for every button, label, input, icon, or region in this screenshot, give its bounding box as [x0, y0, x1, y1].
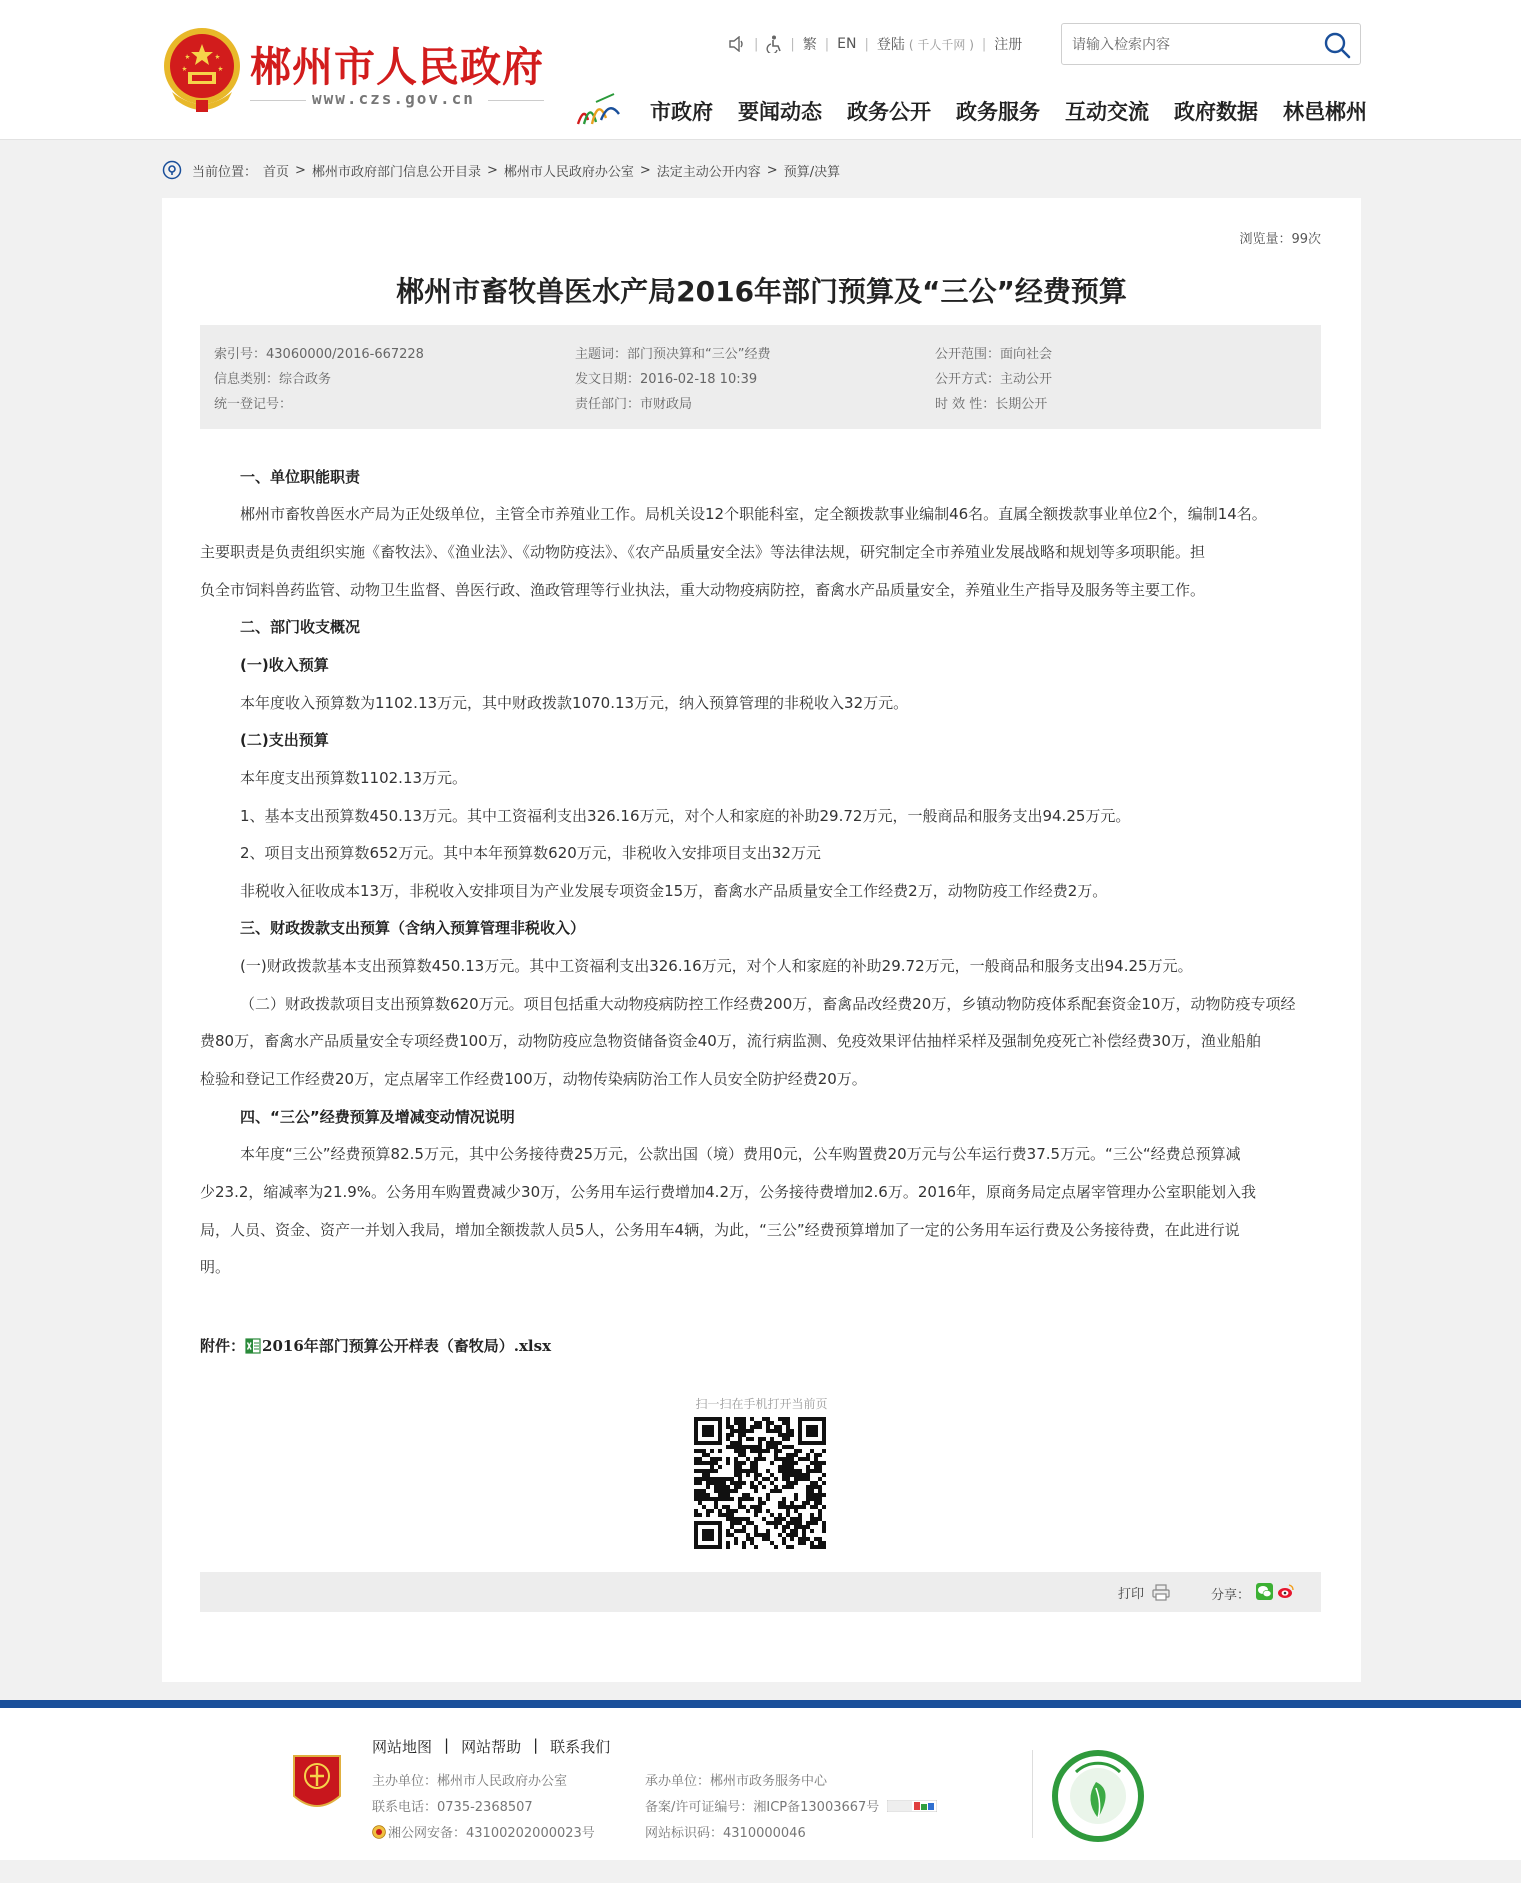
meta-department: 责任部门：市财政局 — [575, 397, 693, 412]
article-title: 郴州市畜牧兽医水产局2016年部门预算及“三公”经费预算 — [396, 275, 1127, 308]
qr-code — [694, 1417, 826, 1549]
breadcrumb-home[interactable]: 首页 — [263, 164, 290, 180]
search-box — [1061, 23, 1361, 65]
section-heading: 三、财政拨款支出预算（含纳入预算管理非税收入） — [240, 919, 586, 937]
nav-item-interaction[interactable]: 互动交流 — [1065, 100, 1149, 124]
footer-bottom-strip — [0, 1860, 1521, 1883]
subsection-heading: (一)收入预算 — [240, 656, 329, 674]
paragraph-line: 负全市饲料兽药监管、动物卫生监督、兽医行政、渔政管理等行业执法，重大动物疫病防控，畜禽水产品质量安全，养殖业生产指导及服务等主要工作。 — [200, 581, 1206, 599]
civilized-website-seal[interactable] — [1050, 1748, 1146, 1844]
breadcrumb-budget[interactable]: 预算/决算 — [783, 164, 841, 180]
location-pin-icon — [162, 160, 182, 180]
attachment-row — [200, 1335, 551, 1356]
breadcrumb-separator: > — [486, 162, 498, 178]
city-logo-icon[interactable] — [574, 90, 626, 130]
meta-category: 信息类别：综合政务 — [214, 372, 332, 387]
nav-item-government-affairs[interactable]: 政务公开 — [847, 100, 931, 124]
paragraph-line: 局，人员、资金、资产一并划入我局，增加全额拨款人员5人，公务用车4辆，为此，“三公”经费预算增加了一定的公务用车运行费及公务接待费，在此进行说 — [200, 1221, 1240, 1239]
footer-sponsor: 主办单位：郴州市人民政府办公室 — [372, 1774, 568, 1789]
meta-index-no: 索引号：43060000/2016-667228 — [214, 347, 424, 362]
subsection-heading: (二)支出预算 — [240, 731, 329, 749]
separator: | — [790, 36, 795, 52]
article-card — [162, 198, 1361, 1682]
section-heading: 二、部门收支概况 — [240, 618, 361, 636]
login-label: 登陆 — [876, 37, 905, 53]
footer-police-record: 湘公网安备：43100202000023号 — [388, 1826, 595, 1841]
paragraph-line: 非税收入征收成本13万，非税收入安排项目为产业发展专项资金15万，畜禽水产品质量安全工作经费2万，动物防疫工作经费2万。 — [240, 882, 1108, 900]
paragraph-line: 明。 — [200, 1258, 231, 1276]
paragraph-line: (一)财政拨款基本支出预算数450.13万元。其中工资福利支出326.16万元，对个人和家庭的补助29.72万元，一般商品和服务支出94.25万元。 — [240, 957, 1193, 975]
top-toolbar — [720, 32, 1030, 56]
footer-link-contact[interactable]: 联系我们 — [550, 1738, 611, 1756]
login-note: ( 千人千网 ) — [908, 37, 974, 52]
login-link[interactable] — [869, 34, 982, 54]
paragraph-line: 费80万，畜禽水产品质量安全专项经费100万，动物防疫应急物资储备资金40万，流行病监测、免疫效果评估抽样采样及强制免疫死亡补偿经费30万，渔业船舶 — [200, 1032, 1261, 1050]
accessibility-audio-icon[interactable] — [720, 36, 754, 52]
breadcrumb-government-office[interactable]: 郴州市人民政府办公室 — [503, 164, 634, 180]
metadata-panel — [200, 325, 1321, 429]
cnzz-stat-icon[interactable] — [887, 1800, 937, 1812]
party-government-badge[interactable] — [290, 1752, 344, 1816]
section-heading: 四、“三公”经费预算及增减变动情况说明 — [240, 1108, 515, 1126]
attachment-label: 附件： — [200, 1337, 246, 1355]
meta-unified-no: 统一登记号： — [214, 397, 293, 412]
breadcrumb-statutory-content[interactable]: 法定主动公开内容 — [656, 164, 761, 180]
footer-links — [372, 1736, 610, 1757]
paragraph-line: 郴州市畜牧兽医水产局为正处级单位，主管全市养殖业工作。局机关设12个职能科室，定全额拨款事业编制46名。直属全额拨款事业单位2个，编制14名。 — [240, 505, 1267, 523]
print-label: 打印 — [1118, 1587, 1145, 1602]
police-badge-icon — [372, 1825, 386, 1839]
divider — [250, 100, 306, 101]
separator: | — [754, 36, 759, 52]
footer-phone: 联系电话：0735-2368507 — [372, 1800, 533, 1815]
attachment-link[interactable]: 2016年部门预算公开样表（畜牧局）.xlsx — [262, 1337, 552, 1355]
breadcrumb-label: 当前位置： — [192, 164, 258, 180]
divider — [488, 100, 544, 101]
section-heading: 一、单位职能职责 — [240, 468, 361, 486]
meta-subject: 主题词：部门预决算和“三公”经费 — [575, 347, 771, 362]
excel-file-icon — [245, 1338, 261, 1354]
qr-caption: 扫一扫在手机打开当前页 — [695, 1397, 828, 1411]
meta-date: 发文日期：2016-02-18 10:39 — [575, 372, 758, 387]
search-input[interactable] — [1072, 33, 1302, 57]
footer-separator: | — [444, 1736, 450, 1754]
breadcrumb — [162, 160, 840, 180]
paragraph-line: 1、基本支出预算数450.13万元。其中工资福利支出326.16万元，对个人和家庭的补助29.72万元，一般商品和服务支出94.25万元。 — [240, 807, 1131, 825]
paragraph-line: 2、项目支出预算数652万元。其中本年预算数620万元，非税收入安排项目支出32万元 — [240, 844, 821, 862]
footer-icp: 备案/许可证编号：湘ICP备13003667号 — [645, 1800, 880, 1815]
footer-police-record-row[interactable] — [372, 1822, 595, 1841]
search-icon[interactable] — [1322, 31, 1352, 59]
traditional-chinese-link[interactable]: 繁 — [802, 37, 817, 53]
weibo-share-icon[interactable] — [1277, 1583, 1294, 1600]
breadcrumb-separator: > — [639, 162, 651, 178]
site-title[interactable]: 郴州市人民政府 — [250, 43, 544, 91]
view-count: 浏览量：99次 — [1239, 232, 1321, 247]
paragraph-line: 本年度“三公”经费预算82.5万元，其中公务接待费25万元，公款出国（境）费用0元，公车购置费20万元与公车运行费37.5万元。“三公“经费总预算减 — [240, 1145, 1241, 1163]
divider — [1032, 1750, 1033, 1838]
meta-scope: 公开范围：面向社会 — [935, 347, 1053, 362]
footer-separator: | — [533, 1736, 539, 1754]
wechat-share-icon[interactable] — [1256, 1583, 1273, 1600]
site-url: www.czs.gov.cn — [312, 89, 475, 108]
nav-item-city-government[interactable]: 市政府 — [650, 100, 713, 124]
separator: | — [824, 36, 830, 52]
paragraph-line: 少23.2，缩减率为21.9%。公务用车购置费减少30万，公务用车运行费增加4.2万，公务接待费增加2.6万。2016年，原商务局定点屠宰管理办公室职能划入我 — [200, 1183, 1257, 1201]
print-button[interactable] — [1118, 1583, 1170, 1602]
site-header — [0, 0, 1521, 140]
nav-item-services[interactable]: 政务服务 — [956, 100, 1040, 124]
meta-validity: 时 效 性：长期公开 — [935, 397, 1048, 412]
national-emblem-icon[interactable] — [162, 24, 242, 114]
english-link[interactable]: EN — [837, 36, 857, 52]
main-nav — [650, 96, 1367, 126]
site-url-row — [250, 89, 545, 111]
nav-item-government-data[interactable]: 政府数据 — [1174, 100, 1258, 124]
paragraph-line: （二）财政拨款项目支出预算数620万元。项目包括重大动物疫病防控工作经费200万，畜禽品改经费20万，乡镇动物防疫体系配套资金10万，动物防疫专项经 — [240, 995, 1296, 1013]
site-footer — [0, 1700, 1521, 1860]
accessibility-wheelchair-icon[interactable] — [758, 35, 790, 53]
footer-link-help[interactable]: 网站帮助 — [461, 1738, 522, 1756]
register-link[interactable]: 注册 — [994, 37, 1023, 53]
printer-icon — [1152, 1584, 1170, 1601]
breadcrumb-separator: > — [766, 162, 778, 178]
paragraph-line: 检验和登记工作经费20万，定点屠宰工作经费100万，动物传染病防治工作人员安全防护经费20万。 — [200, 1070, 867, 1088]
share-bar — [200, 1572, 1321, 1612]
footer-organizer: 承办单位：郴州市政务服务中心 — [645, 1774, 828, 1789]
paragraph-line: 主要职责是负责组织实施《畜牧法》、《渔业法》、《动物防疫法》、《农产品质量安全法》等法律法规，研究制定全市养殖业发展战略和规划等多项职能。担 — [200, 543, 1206, 561]
separator: | — [981, 36, 987, 52]
separator: | — [864, 36, 869, 52]
paragraph-line: 本年度收入预算数为1102.13万元，其中财政拨款1070.13万元，纳入预算管理的非税收入32万元。 — [240, 694, 909, 712]
nav-item-news[interactable]: 要闻动态 — [738, 100, 822, 124]
footer-icp-row[interactable] — [645, 1796, 937, 1815]
footer-link-sitemap[interactable]: 网站地图 — [372, 1738, 433, 1756]
meta-method: 公开方式：主动公开 — [935, 372, 1053, 387]
footer-site-code: 网站标识码：4310000046 — [645, 1826, 806, 1841]
paragraph-line: 本年度支出预算数1102.13万元。 — [240, 769, 468, 787]
breadcrumb-info-directory[interactable]: 郴州市政府部门信息公开目录 — [311, 164, 481, 180]
share-label: 分享： — [1211, 1588, 1251, 1603]
breadcrumb-separator: > — [295, 162, 306, 178]
nav-item-linyi-chenzhou[interactable]: 林邑郴州 — [1283, 100, 1367, 124]
